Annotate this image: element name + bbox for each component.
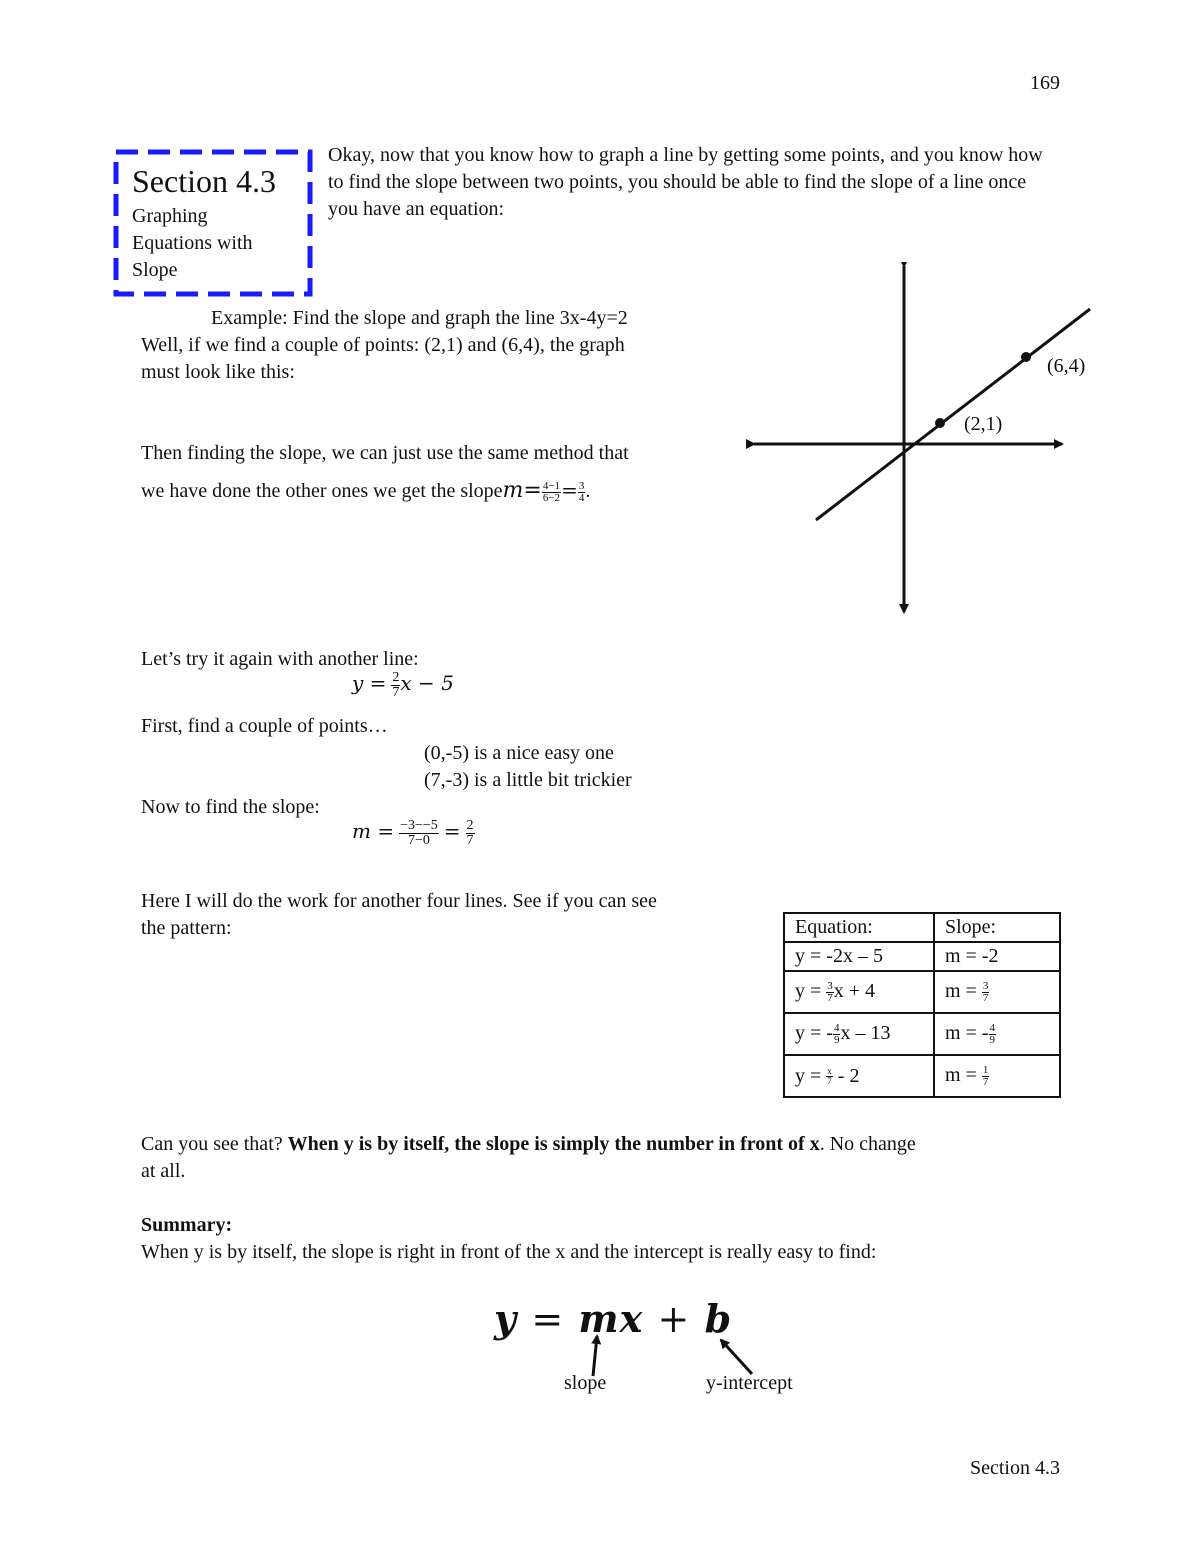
table-cell-equation (784, 1055, 934, 1097)
slope-m: m= (502, 478, 542, 503)
point-6-4 (1021, 352, 1031, 362)
slope-result-text: we have done the other ones we get the slope (141, 480, 503, 502)
eq-fraction (826, 1067, 833, 1086)
table-cell-slope: m = -2 (934, 942, 1060, 971)
eq-den: 7 (827, 991, 833, 1004)
slope-fraction (982, 981, 990, 1004)
point-6-4-label: (6,4) (1047, 355, 1086, 377)
second-eq-num: 2 (392, 670, 400, 685)
slope-num: 4 (989, 1021, 995, 1034)
second-m-result (466, 819, 475, 848)
second-m-res-den: 7 (466, 833, 474, 848)
second-m-left: m = (352, 819, 395, 844)
intro-paragraph: Okay, now that you know how to graph a line by getting some points, and you know how to find the slope between two points, you should be able to find the slope of a line once you have an equation: (328, 144, 1043, 220)
page-footer: Section 4.3 (970, 1457, 1060, 1479)
second-m-equals: = (443, 819, 461, 844)
slope-num: 1 (982, 1063, 989, 1076)
eq-den: 9 (833, 1033, 840, 1046)
table-cell-slope (934, 1013, 1060, 1055)
eq-post: x – 13 (840, 1022, 891, 1045)
slope-result-line (141, 477, 590, 505)
second-equation (352, 671, 454, 700)
second-eq-den: 7 (392, 685, 400, 700)
second-intro: Let’s try it again with another line: (141, 648, 419, 670)
slope-pre: m = (945, 980, 977, 1003)
slope-table (783, 912, 1061, 1098)
point-2-1-label: (2,1) (964, 413, 1003, 435)
slope-fraction-num: 4−1 (542, 479, 561, 492)
line-graph (740, 262, 1100, 618)
find-slope-line: Now to find the slope: (141, 796, 320, 818)
table-cell-slope (934, 971, 1060, 1013)
formula-equals: = (531, 1297, 565, 1341)
slope-result-num: 3 (578, 479, 585, 492)
eq-pre: y = - (795, 1022, 833, 1045)
eq-pre: y = (795, 980, 822, 1003)
example-statement: Example: Find the slope and graph the line 3x-4y=2 (211, 307, 628, 329)
pattern-line-1: Here I will do the work for another four lines. See if you can see (141, 890, 657, 912)
slope-den: 7 (982, 1075, 989, 1088)
table-cell-equation (784, 971, 934, 1013)
second-m-fraction (399, 819, 439, 848)
eq-num: x (827, 1066, 832, 1077)
table-row (784, 1055, 1060, 1097)
slope-fraction (989, 1023, 997, 1046)
slope-fraction (542, 481, 561, 504)
table-row (784, 1013, 1060, 1055)
example-graph-line: must look like this: (141, 361, 295, 383)
table-header-row (784, 913, 1060, 942)
slope-arrow (593, 1336, 597, 1376)
summary-text: When y is by itself, the slope is right in front of the x and the intercept is really easy to find: (141, 1241, 877, 1263)
eq-post: - 2 (837, 1064, 860, 1087)
slope-pre: m = (945, 1064, 977, 1087)
eq-pre: y = (795, 1064, 822, 1087)
slope-fraction (982, 1065, 990, 1088)
conclusion-pre: Can you see that? (141, 1133, 288, 1155)
section-title: Section 4.3 (132, 163, 276, 199)
formula-y: y (494, 1296, 518, 1341)
eq-fraction (826, 981, 834, 1004)
conclusion-bold: When y is by itself, the slope is simply the number in front of x (287, 1133, 820, 1155)
eq-post: x + 4 (833, 980, 876, 1003)
table-row (784, 942, 1060, 971)
point-b-line: (7,-3) is a little bit trickier (424, 769, 632, 791)
graph-line (816, 309, 1090, 520)
second-eq-left: y = (352, 671, 387, 696)
page-number: 169 (1030, 72, 1060, 94)
slope-fraction-den: 6−2 (542, 491, 561, 504)
intercept-label: y-intercept (706, 1372, 793, 1394)
table-cell-equation (784, 1013, 934, 1055)
second-m-res-num: 2 (466, 818, 474, 833)
table-cell-slope (934, 1055, 1060, 1097)
pattern-line-2: the pattern: (141, 917, 232, 939)
intercept-arrow (721, 1340, 752, 1374)
table-row (784, 971, 1060, 1013)
slope-label: slope (564, 1372, 607, 1394)
formula-b: b (704, 1296, 733, 1341)
point-a-line: (0,-5) is a nice easy one (424, 742, 614, 764)
section-box (112, 148, 314, 298)
eq-den: 7 (827, 1076, 832, 1087)
find-points-line: First, find a couple of points… (141, 715, 388, 737)
section-subtitle: Graphing Equations with Slope (132, 205, 253, 281)
slope-equals: = (561, 478, 578, 502)
eq-num: 4 (833, 1021, 840, 1034)
conclusion-post: . No change (819, 1133, 916, 1155)
point-2-1 (935, 418, 945, 428)
slope-num: 3 (982, 979, 989, 992)
slope-method-line: Then finding the slope, we can just use the same method that (141, 442, 629, 464)
slope-period: . (585, 480, 591, 502)
second-m-num: −3−−5 (400, 818, 438, 833)
conclusion-line-1 (141, 1131, 916, 1158)
eq-num: 3 (827, 979, 833, 992)
slope-pre: m = - (945, 1022, 989, 1045)
example-points-line: Well, if we find a couple of points: (2,1) and (6,4), the graph (141, 334, 625, 356)
table-cell-equation: y = -2x – 5 (784, 942, 934, 971)
formula-mx: mx (578, 1296, 644, 1341)
conclusion-line-2: at all. (141, 1160, 186, 1182)
formula-plus: + (657, 1297, 691, 1341)
table-header-equation: Equation: (784, 913, 934, 942)
slope-result-den: 4 (578, 491, 585, 504)
slope-den: 7 (982, 991, 989, 1004)
summary-heading: Summary: (141, 1214, 233, 1236)
slope-den: 9 (989, 1033, 995, 1046)
second-m-den: 7−0 (407, 833, 430, 848)
second-eq-right: x − 5 (400, 671, 454, 696)
second-slope-equation (352, 819, 475, 848)
table-header-slope: Slope: (934, 913, 1060, 942)
